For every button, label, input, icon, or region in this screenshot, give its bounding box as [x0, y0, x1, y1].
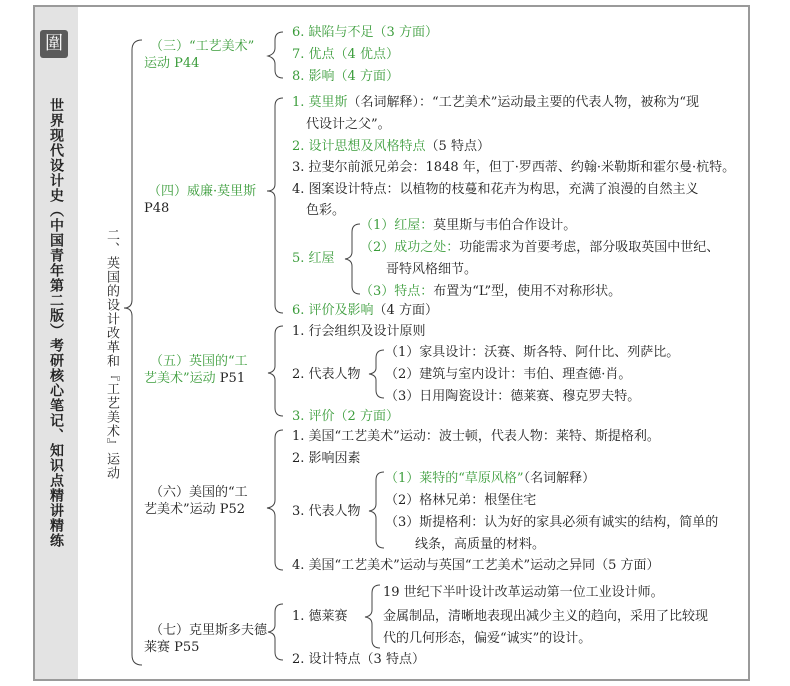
s4-item-1: 1. 莫里斯（名词解释）：“工艺美术”运动最主要的代表人物，被称为“现	[292, 95, 699, 110]
s4-item-3: 3. 拉斐尔前派兄弟会：1848 年，但丁·罗西蒂、约翰·米勒斯和霍尔曼·杭特。	[292, 160, 736, 175]
book-logo-icon: 圍	[40, 30, 68, 58]
s4-item-2: 2. 设计思想及风格特点（5 特点）	[292, 139, 490, 154]
s5-title: （五）英国的“工	[150, 354, 248, 369]
s5-item-1: 1. 行会组织及设计原则	[292, 324, 426, 339]
s7-bracket	[268, 604, 283, 660]
chapter-title: 二、英国的设计改革和『工艺美术』运动	[104, 228, 119, 480]
s5-item-3: 3. 评价（2 方面）	[292, 409, 399, 424]
s4-bracket	[267, 98, 283, 313]
s5-bracket	[268, 326, 283, 416]
s6-person-3: （3）斯提格利：认为好的家具必须有诚实的结构，简单的	[385, 515, 719, 530]
s7-page: 莱赛 P55	[144, 640, 200, 655]
s5-page: 艺美术”运动 P51	[144, 371, 246, 386]
s3-title: （三）“工艺美术”	[150, 39, 255, 54]
s4-redhouse-3: （3）特点：布置为“L”型，使用不对称形状。	[360, 284, 622, 299]
s4-item-4-cont: 色彩。	[306, 203, 346, 218]
s3-bracket	[268, 32, 283, 78]
s5-item-2: 2. 代表人物	[292, 367, 361, 382]
book-title: 世界现代设计史（中国青年第二版）考研核心笔记、知识点精讲精练	[48, 98, 64, 548]
s6-person-2: （2）格林兄弟：根堡住宅	[385, 493, 537, 508]
s6-bracket	[267, 430, 283, 570]
s5-people-bracket	[369, 350, 384, 398]
main-bracket	[124, 40, 142, 665]
s6-person-3-cont: 线条，高质量的材料。	[415, 537, 546, 552]
s4-title: （四）威廉·莫里斯	[148, 184, 257, 199]
s4-redhouse-1: （1）红屋：莫里斯与韦伯合作设计。	[360, 218, 577, 233]
s4-item-5: 5. 红屋	[292, 251, 335, 266]
s4-redhouse-2-cont: 哥特风格细节。	[386, 262, 478, 277]
s6-title: （六）美国的“工	[150, 485, 248, 500]
s6-item-1: 1. 美国“工艺美术”运动：波士顿，代表人物：莱特、斯提格利。	[292, 429, 660, 444]
s3-item-8: 8. 影响（4 方面）	[292, 69, 399, 84]
s5-person-3: （3）日用陶瓷设计：德莱赛、穆克罗夫特。	[385, 389, 641, 404]
s5-person-1: （1）家具设计：沃赛、斯各特、阿什比、列萨比。	[385, 345, 680, 360]
s3-item-7: 7. 优点（4 优点）	[292, 47, 399, 62]
s6-person-1: （1）莱特的“草原风格”（名词解释）	[385, 471, 596, 486]
s7-item-2: 2. 设计特点（3 特点）	[292, 652, 425, 667]
s7-desc-2: 金属制品，清晰地表现出减少主义的趋向，采用了比较现	[383, 609, 709, 624]
s3-item-6: 6. 缺陷与不足（3 方面）	[292, 25, 438, 40]
s4-page: P48	[144, 201, 170, 216]
s3-page: 运动 P44	[144, 56, 200, 71]
s7-title: （七）克里斯多夫德	[150, 623, 268, 638]
s4-item-6: 6. 评价及影响（4 方面）	[292, 303, 438, 318]
s7-desc-1: 19 世纪下半叶设计改革运动第一位工业设计师。	[383, 585, 664, 600]
s4-redhouse-2: （2）成功之处：功能需求为首要考虑，部分吸取英国中世纪、	[360, 240, 720, 255]
s4-item-1-cont: 代设计之父”。	[306, 117, 391, 132]
s6-item-2: 2. 影响因素	[292, 451, 361, 466]
s7-desc-3: 代的几何形态，偏爱“诚实”的设计。	[383, 631, 592, 646]
s4-redhouse-bracket	[345, 224, 360, 294]
s7-item-1: 1. 德莱赛	[292, 609, 348, 624]
s6-page: 艺美术”运动 P52	[144, 502, 246, 517]
s4-item-4: 4. 图案设计特点：以植物的枝蔓和花卉为构思，充满了浪漫的自然主义	[292, 182, 699, 197]
s6-item-3: 3. 代表人物	[292, 504, 361, 519]
s5-person-2: （2）建筑与室内设计：韦伯、理查德·肖。	[385, 367, 632, 382]
s6-people-bracket	[369, 472, 384, 548]
s6-item-4: 4. 美国“工艺美术”运动与英国“工艺美术”运动之异同（5 方面）	[292, 558, 660, 573]
s7-dresser-bracket	[365, 585, 380, 648]
